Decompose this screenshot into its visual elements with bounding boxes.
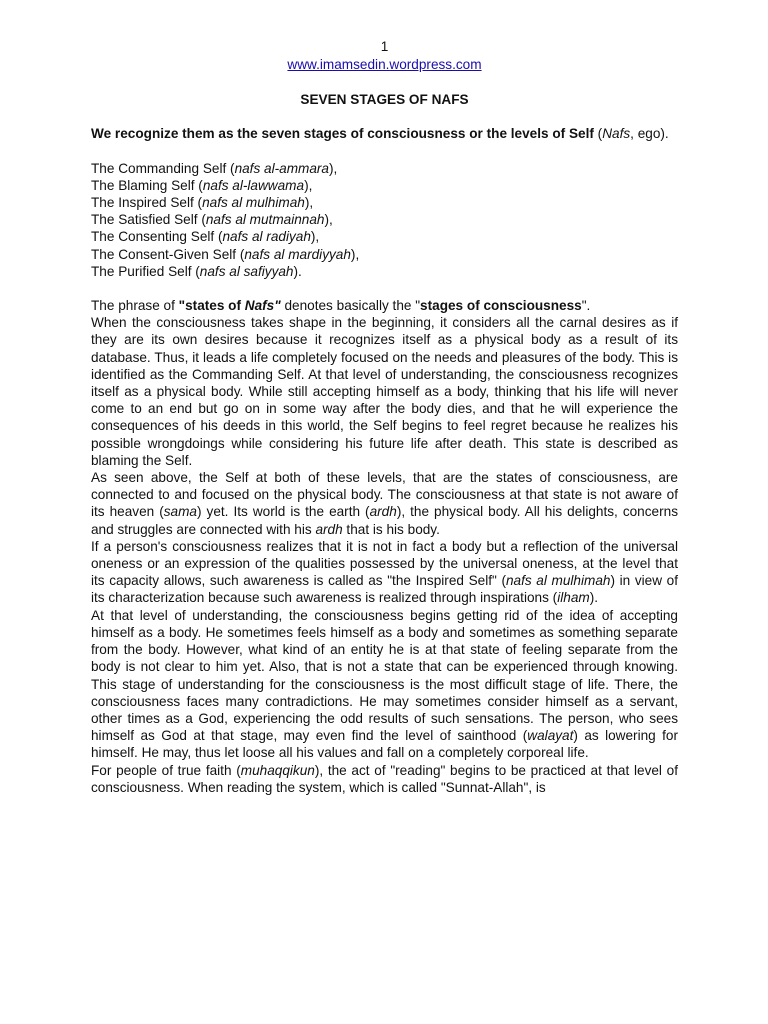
list-item: The Consent-Given Self (nafs al mardiyyah), [91, 246, 360, 262]
paragraph-commanding-self: When the consciousness takes shape in the beginning, it considers all the carnal desires as if they are its own desires because it recognizes itself as a physical body as a result of its database. Thus, it leads a life completely focused on the needs and pleasures of the body. This is identified as the Commanding Self. At that level of understanding, the consciousness recognizes itself as a physical body. While still accepting himself as a body, thinking that his life will never come to an end but go on in some way after the body dies, and that he will experience the consequences of his deeds in this world, the Self begins to feel regret because he realizes his possible wrongdoings while considering his future life after death. This state is described as blaming the Self. [91, 315, 678, 468]
list-item: The Consenting Self (nafs al radiyah), [91, 229, 320, 245]
paragraph-level-of-understanding: At that level of understanding, the consciousness begins getting rid of the idea of accepting himself as a body. He sometimes feels himself as a body and sometimes as something separate from the body. However, what kind of an entity he is at that state of feeling separate from the body is not clear to him yet. Also, that is not a state that can be experienced through knowing. This stage of understanding for the consciousness is the most difficult stage of life. There, the consciousness faces many contradictions. He may sometimes consider himself as a servant, other times as a God, experiencing the odd results of such sensations. The person, who sees himself as God at that stage, may even find the level of sainthood (walayat) as lowering for himself. He may, thus let loose all his values and fall on a completely corporeal life. [91, 607, 679, 761]
stages-list [91, 160, 678, 280]
body-text [91, 297, 678, 796]
intro-term: Nafs [602, 126, 631, 142]
list-item: The Blaming Self (nafs al-lawwama), [91, 177, 313, 193]
paragraph-inspired-self: If a person's consciousness realizes that it is not in fact a body but a reflection of the universal oneness or an expression of the qualities possessed by the universal oneness, at the level that its capacity allows, such awareness is called as "the Inspired Self" (nafs al mulhimah) in view of its characterization because such awareness is realized through inspirations (ilham). [91, 538, 679, 606]
website-link[interactable]: www.imamsedin.wordpress.com [287, 57, 482, 72]
list-item: The Satisfied Self (nafs al mutmainnah), [91, 212, 333, 228]
document-title: SEVEN STAGES OF NAFS [300, 92, 469, 108]
paragraph-physical-body: As seen above, the Self at both of these levels, that are the states of consciousness, are connected to and focused on the physical body. The consciousness at that state is not aware of its heaven (sama) yet. Its world is the earth (ardh), the physical body. All his delights, concerns and struggles are connected with his ardh that is his body. [91, 470, 678, 537]
list-item: The Purified Self (nafs al safiyyah). [91, 263, 302, 279]
intro-paragraph: We recognize them as the seven stages of consciousness or the levels of Self (Nafs, ego). [91, 126, 669, 142]
intro-bold-text: We recognize them as the seven stages of consciousness or the levels of Self [91, 126, 594, 142]
list-item: The Inspired Self (nafs al mulhimah), [91, 195, 314, 211]
document-page [91, 38, 678, 796]
paragraph-true-faith: For people of true faith (muhaqqikun), the act of "reading" begins to be practiced at that level of consciousness. When reading the system, which is called "Sunnat-Allah", is [91, 762, 678, 795]
paragraph-phrase: The phrase of "states of Nafs" denotes basically the "stages of consciousness". [91, 298, 591, 314]
list-item: The Commanding Self (nafs al-ammara), [91, 160, 338, 176]
page-number: 1 [380, 39, 389, 54]
